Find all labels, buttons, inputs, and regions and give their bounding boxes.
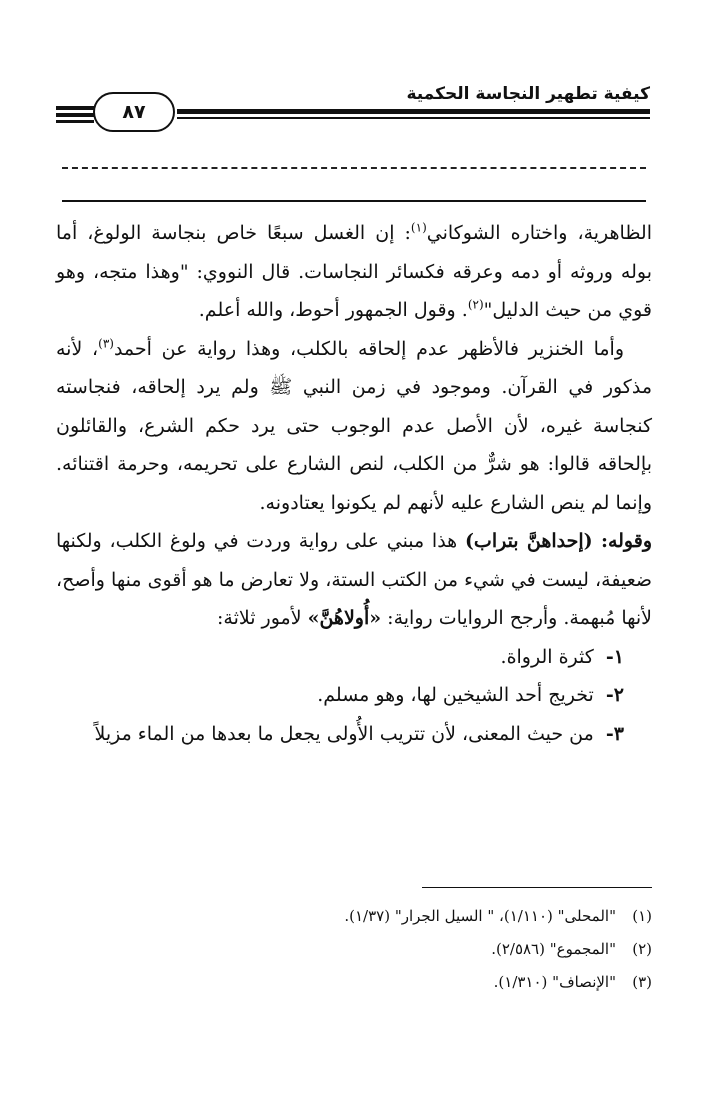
footnote-ref-1: (١): [410, 220, 427, 235]
running-header-title: كيفية تطهير النجاسة الحكمية: [406, 84, 650, 104]
footnote-item: [56, 900, 652, 933]
p3-quote: «أُولاهُنَّ»: [307, 607, 382, 629]
p3-text-a: هذا مبني على رواية وردت في ولوغ الكلب، ولكنها ضعيفة، ليست في شيء من الكتب الستة، ولا تعارض ما هو أقوى منها وأصح، لأنها مُبهمة. وأرجح الروايات رواية:: [56, 530, 652, 629]
footnote-number: (٣): [632, 973, 652, 991]
footnote-text: "المجموع" (٢/٥٨٦).: [491, 940, 616, 958]
solid-divider: [62, 200, 646, 202]
header-rule-thick: [177, 109, 650, 114]
list-item: [56, 715, 652, 754]
paragraph-3: [56, 522, 652, 638]
page-number: ٨٧: [122, 101, 146, 123]
p1-text-c: . وقول الجمهور أحوط، والله أعلم.: [198, 299, 468, 321]
footnote-text: "الإنصاف" (١/٣١٠).: [493, 973, 616, 991]
header-rule-left-3: [56, 120, 94, 123]
footnote-number: (١): [632, 907, 652, 925]
list-item-number: ٢-: [605, 684, 624, 706]
paragraph-2: [56, 330, 652, 523]
p2-text-b: ، لأنه مذكور في القرآن. وموجود في زمن النبي ﷺ ولم يرد إلحاقه، فنجاسته كنجاسة غيره، لأن الأصل عدم الوجوب حتى يرد حكم الشرع، والقائلون بإلحاقه قالوا: هو شرٌّ من الكلب، لنص الشارع على تحريمه، وحرمة اقتنائه. وإنما لم ينص الشارع عليه لأنهم لم يكونوا يعتادونه.: [56, 337, 652, 514]
footnote-text: "المحلى" (١/١١٠)، " السيل الجرار" (١/٣٧).: [344, 907, 616, 925]
header-rule-left-2: [56, 113, 94, 117]
list-item: [56, 676, 652, 715]
footnote-ref-3: (٣): [98, 336, 114, 351]
footnotes: [56, 900, 652, 999]
p1-text-b: : إن الغسل سبعًا خاص بنجاسة الولوغ، أما بوله وروثه أو دمه وعرقه فكسائر النجاسات. قال النووي: "وهذا متجه، وهو قوي من حيث الدليل": [56, 222, 652, 321]
paragraph-1: [56, 214, 652, 330]
list-item-text: كثرة الرواة.: [500, 645, 594, 668]
footnote-number: (٢): [632, 940, 652, 958]
list-item-number: ٣-: [605, 722, 624, 745]
header-rule-left-1: [56, 106, 94, 110]
list-item: [56, 638, 652, 677]
p3-text-b: لأمور ثلاثة:: [217, 607, 308, 629]
list-item-number: ١-: [605, 645, 624, 668]
list-item-text: من حيث المعنى، لأن تتريب الأُولى يجعل ما بعدها من الماء مزيلاً: [94, 722, 594, 745]
p1-text-a: الظاهرية، واختاره الشوكاني: [426, 222, 653, 244]
list-item-text: تخريج أحد الشيخين لها، وهو مسلم.: [317, 684, 594, 706]
p3-lead: وقوله: (إحداهنَّ بتراب): [464, 530, 653, 552]
footnote-item: [56, 966, 652, 999]
p2-text-a: وأما الخنزير فالأظهر عدم إلحاقه بالكلب، وهذا رواية عن أحمد: [113, 337, 625, 360]
footnote-item: [56, 933, 652, 966]
dashed-divider: [62, 167, 646, 169]
page-number-badge: [93, 92, 175, 132]
main-text: [56, 214, 652, 753]
header-rule-thin: [177, 117, 650, 119]
footnote-ref-2: (٢): [467, 297, 484, 312]
footnote-separator: [422, 887, 652, 888]
